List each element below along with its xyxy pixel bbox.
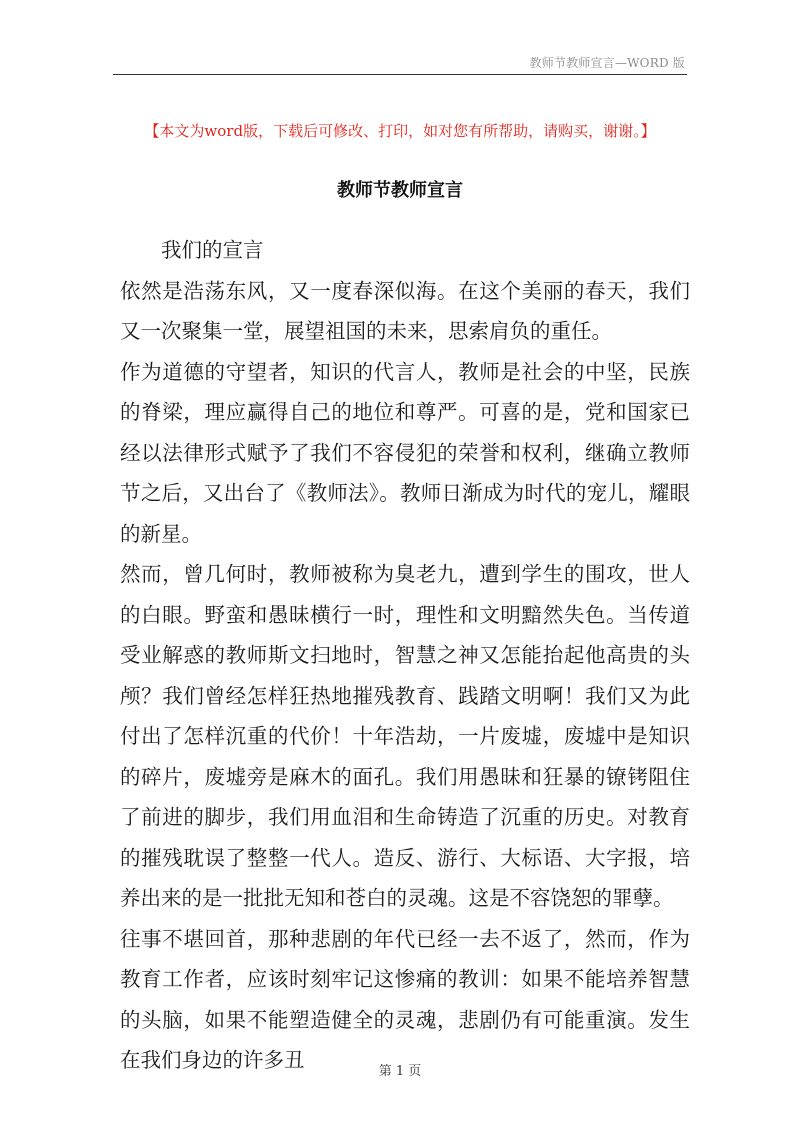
body-paragraph: 作为道德的守望者，知识的代言人，教师是社会的中坚，民族的脊梁，理应赢得自己的地位和尊严。可喜的是，党和国家已经以法律形式赋予了我们不容侵犯的荣誉和权利，继确立教师节之后，又出台了《教师法》。教师日渐成为时代的宠儿，耀眼的新星。 — [120, 359, 690, 546]
section-subtitle: 我们的宣言 — [161, 238, 264, 262]
header-divider — [113, 74, 687, 75]
body-paragraph: 依然是浩荡东风，又一度春深似海。在这个美丽的春天，我们又一次聚集一堂，展望祖国的未来，思索肩负的重任。 — [120, 278, 690, 343]
document-body — [120, 230, 690, 1081]
page-number: 第 1 页 — [378, 1064, 422, 1079]
body-paragraph: 往事不堪回首，那种悲剧的年代已经一去不返了，然而，作为教育工作者，应该时刻牢记这惨痛的教训：如果不能培养智慧的头脑，如果不能塑造健全的灵魂，悲剧仍有可能重演。发生在我们身边的许多丑 — [120, 926, 690, 1072]
running-header: 教师节教师宣言—WORD 版 — [529, 56, 685, 70]
body-paragraph: 然而，曾几何时，教师被称为臭老九，遭到学生的围攻，世人的白眼。野蛮和愚昧横行一时，理性和文明黯然失色。当传道受业解惑的教师斯文扫地时，智慧之神又怎能抬起他高贵的头颅？我们曾经怎样狂热地摧残教育、践踏文明啊！我们又为此付出了怎样沉重的代价！十年浩劫，一片废墟，废墟中是知识的碎片，废墟旁是麻木的面孔。我们用愚昧和狂暴的镣铐阻住了前进的脚步，我们用血泪和生命铸造了沉重的历史。对教育的摧残耽误了整整一代人。造反、游行、大标语、大字报，培养出来的是一批批无知和苍白的灵魂。这是不容饶恕的罪孽。 — [120, 562, 690, 910]
purchase-notice: 【本文为word版，下载后可修改、打印，如对您有所帮助，请购买，谢谢。】 — [144, 122, 656, 140]
document-title: 教师节教师宣言 — [337, 180, 463, 201]
